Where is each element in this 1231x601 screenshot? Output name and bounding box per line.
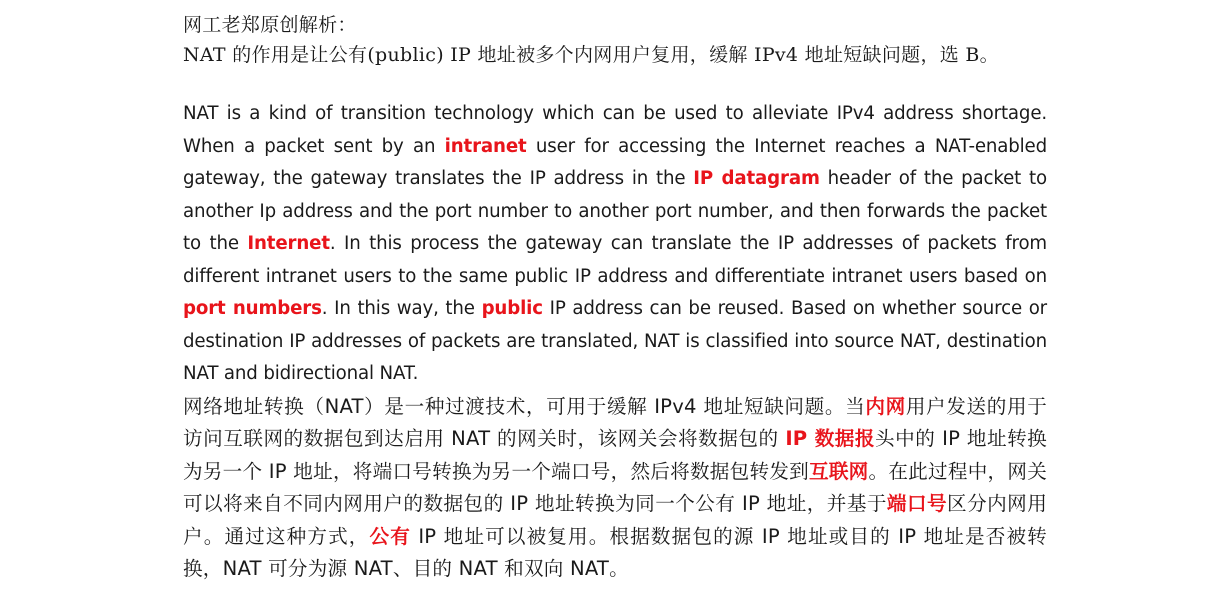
chinese-highlight-ip-datagram: IP 数据报	[785, 427, 876, 450]
chinese-highlight-port-numbers: 端口号	[886, 492, 948, 515]
english-text: . In this process the gateway can translate the IP addresses of packets from different intranet users to the same public IP address and differentiate intranet users based on	[183, 233, 1047, 287]
chinese-text: 区分内网用户。通过这种方式，	[183, 492, 1047, 548]
english-text: user for accessing the Internet reaches a NAT-enabled gateway, the gateway translates the IP address in the	[183, 135, 1047, 189]
english-highlight-port-numbers: port numbers	[183, 298, 322, 319]
chinese-text: 网络地址转换（NAT）是一种过渡技术，可用于缓解 IPv4 地址短缺问题。当	[183, 394, 866, 418]
chinese-text: 。在此过程中，网关可以将来自不同内网用户的数据包的 IP 地址转换为同一个公有 IP 地址，并基于	[183, 459, 1047, 515]
english-paragraph	[183, 98, 1047, 391]
analysis-document	[183, 0, 1047, 586]
english-text: . In this way, the	[321, 298, 482, 319]
analysis-answer: NAT 的作用是让公有(public) IP 地址被多个内网用户复用，缓解 IPv4 地址短缺问题，选 B。	[183, 44, 999, 66]
chinese-highlight-intranet: 内网	[865, 394, 906, 418]
analysis-title: 网工老郑原创解析：	[183, 14, 357, 36]
english-highlight-intranet: intranet	[444, 135, 527, 157]
english-highlight-internet: Internet	[247, 233, 330, 254]
chinese-text: 头中的 IP 地址转换为另一个 IP 地址，将端口号转换为另一个端口号，然后将数据包转发到	[183, 427, 1047, 483]
chinese-text: 用户发送的用于访问互联网的数据包到达启用 NAT 的网关时，该网关会将数据包的	[183, 394, 1047, 450]
english-highlight-ip-datagram: IP datagram	[693, 168, 820, 189]
chinese-paragraph	[183, 391, 1047, 586]
english-text: IP address can be reused. Based on whether source or destination IP addresses of packets are translated, NAT is classified into source NAT, destination NAT and bidirectional NAT.	[183, 298, 1048, 384]
english-text: header of the packet to another Ip address and the port number to another port number, and then forwards the packet to the	[183, 168, 1047, 254]
chinese-highlight-internet: 互联网	[809, 459, 869, 483]
chinese-highlight-public: 公有	[369, 524, 411, 548]
english-highlight-public: public	[481, 298, 543, 319]
chinese-text: IP 地址可以被复用。根据数据包的源 IP 地址或目的 IP 地址是否被转换，NAT 可分为源 NAT、目的 NAT 和双向 NAT。	[183, 524, 1047, 580]
english-text: NAT is a kind of transition technology which can be used to alleviate IPv4 address shortage. When a packet sent by an	[183, 103, 1047, 157]
